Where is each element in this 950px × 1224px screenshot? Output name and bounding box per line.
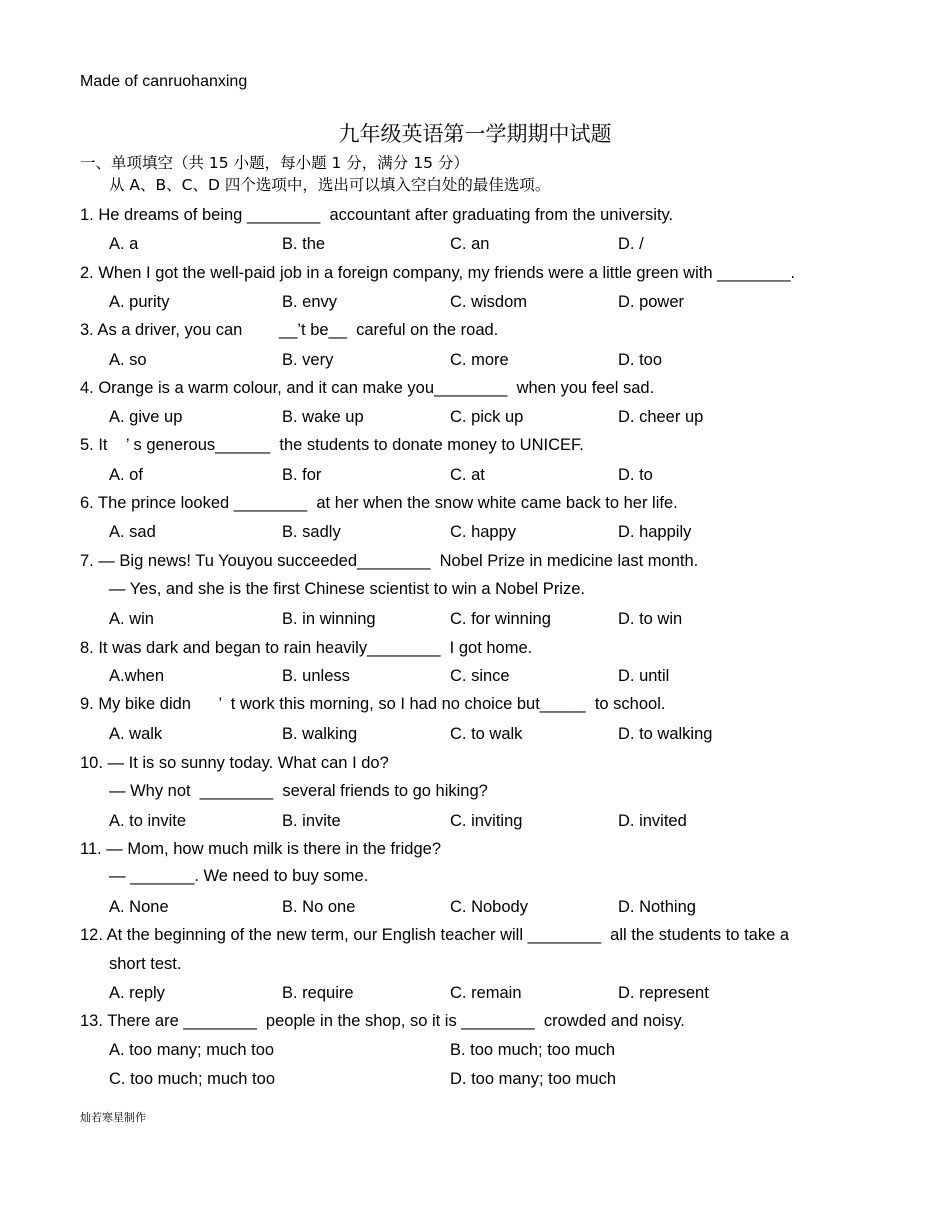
answer-option: C. wisdom xyxy=(450,293,528,311)
question-stem-continued: — _______. We need to buy some. xyxy=(109,867,369,885)
answer-option: A. walk xyxy=(109,725,163,743)
answer-option: C. happy xyxy=(450,523,517,541)
answer-option: D. until xyxy=(618,667,670,685)
answer-option: B. too much; too much xyxy=(450,1041,616,1059)
question-stem-continued: — Why not ________ several friends to go hiking? xyxy=(109,782,488,800)
answer-option: B. for xyxy=(282,466,322,484)
answer-option: A. reply xyxy=(109,984,165,1002)
answer-option: B. sadly xyxy=(282,523,341,541)
answer-option: D. to walking xyxy=(618,725,713,743)
answer-option: C. since xyxy=(450,667,510,685)
section-instruction: 从 A、B、C、D 四个选项中，选出可以填入空白处的最佳选项。 xyxy=(109,176,551,194)
answer-option: B. No one xyxy=(282,898,356,916)
answer-option: C. more xyxy=(450,351,509,369)
question-stem: 11. — Mom, how much milk is there in the fridge? xyxy=(80,840,442,858)
answer-option: D. represent xyxy=(618,984,709,1002)
answer-option: D. / xyxy=(618,235,644,253)
answer-option: A. None xyxy=(109,898,169,916)
answer-option: B. the xyxy=(282,235,326,253)
question-stem: 10. — It is so sunny today. What can I do? xyxy=(80,754,389,772)
answer-option: C. to walk xyxy=(450,725,523,743)
answer-option: A. a xyxy=(109,235,139,253)
answer-option: D. cheer up xyxy=(618,408,704,426)
question-stem: 8. It was dark and began to rain heavily________ I got home. xyxy=(80,639,533,657)
question-stem-continued: short test. xyxy=(109,955,182,973)
answer-option: B. walking xyxy=(282,725,358,743)
answer-option: A. too many; much too xyxy=(109,1041,275,1059)
answer-option: A. win xyxy=(109,610,154,628)
question-stem: 1. He dreams of being ________ accountant after graduating from the university. xyxy=(80,206,674,224)
answer-option: B. very xyxy=(282,351,334,369)
answer-option: C. pick up xyxy=(450,408,524,426)
answer-option: B. require xyxy=(282,984,354,1002)
page-header: Made of canruohanxing xyxy=(80,73,248,90)
answer-option: D. to win xyxy=(618,610,683,628)
answer-option: D. too xyxy=(618,351,663,369)
answer-option: C. for winning xyxy=(450,610,551,628)
page-title: 九年级英语第一学期期中试题 xyxy=(338,122,612,146)
question-stem-continued: — Yes, and she is the first Chinese scientist to win a Nobel Prize. xyxy=(109,580,585,598)
question-stem: 7. — Big news! Tu Youyou succeeded________ Nobel Prize in medicine last month. xyxy=(80,552,699,570)
answer-option: C. inviting xyxy=(450,812,523,830)
answer-option: A. so xyxy=(109,351,147,369)
answer-option: A. give up xyxy=(109,408,183,426)
answer-option: A. purity xyxy=(109,293,170,311)
question-stem: 12. At the beginning of the new term, our English teacher will ________ all the students to take a xyxy=(80,926,790,944)
answer-option: D. happily xyxy=(618,523,692,541)
answer-option: A. of xyxy=(109,466,143,484)
section-heading: 一、单项填空（共 15 小题，每小题 1 分，满分 15 分） xyxy=(80,154,469,172)
question-stem: 3. As a driver, you can __’t be__ careful on the road. xyxy=(80,321,499,339)
answer-option: C. too much; much too xyxy=(109,1070,275,1088)
answer-option: A. sad xyxy=(109,523,156,541)
answer-option: A.when xyxy=(109,667,165,685)
answer-option: B. unless xyxy=(282,667,350,685)
answer-option: C. remain xyxy=(450,984,522,1002)
question-stem: 4. Orange is a warm colour, and it can make you________ when you feel sad. xyxy=(80,379,655,397)
answer-option: B. envy xyxy=(282,293,338,311)
answer-option: C. Nobody xyxy=(450,898,528,916)
question-stem: 9. My bike didn ’ t work this morning, so I had no choice but_____ to school. xyxy=(80,695,666,713)
answer-option: D. power xyxy=(618,293,685,311)
page-footer: 灿若寒星制作 xyxy=(80,1111,146,1124)
question-stem: 13. There are ________ people in the shop, so it is ________ crowded and noisy. xyxy=(80,1012,685,1030)
answer-option: D. invited xyxy=(618,812,687,830)
answer-option: B. in winning xyxy=(282,610,376,628)
answer-option: B. wake up xyxy=(282,408,364,426)
answer-option: D. to xyxy=(618,466,653,484)
answer-option: A. to invite xyxy=(109,812,187,830)
question-stem: 6. The prince looked ________ at her when the snow white came back to her life. xyxy=(80,494,678,512)
question-stem: 5. It ’ s generous______ the students to donate money to UNICEF. xyxy=(80,436,584,454)
question-stem: 2. When I got the well-paid job in a foreign company, my friends were a little green with ________. xyxy=(80,264,796,282)
answer-option: B. invite xyxy=(282,812,341,830)
answer-option: D. Nothing xyxy=(618,898,696,916)
answer-option: C. an xyxy=(450,235,490,253)
answer-option: D. too many; too much xyxy=(450,1070,616,1088)
answer-option: C. at xyxy=(450,466,485,484)
